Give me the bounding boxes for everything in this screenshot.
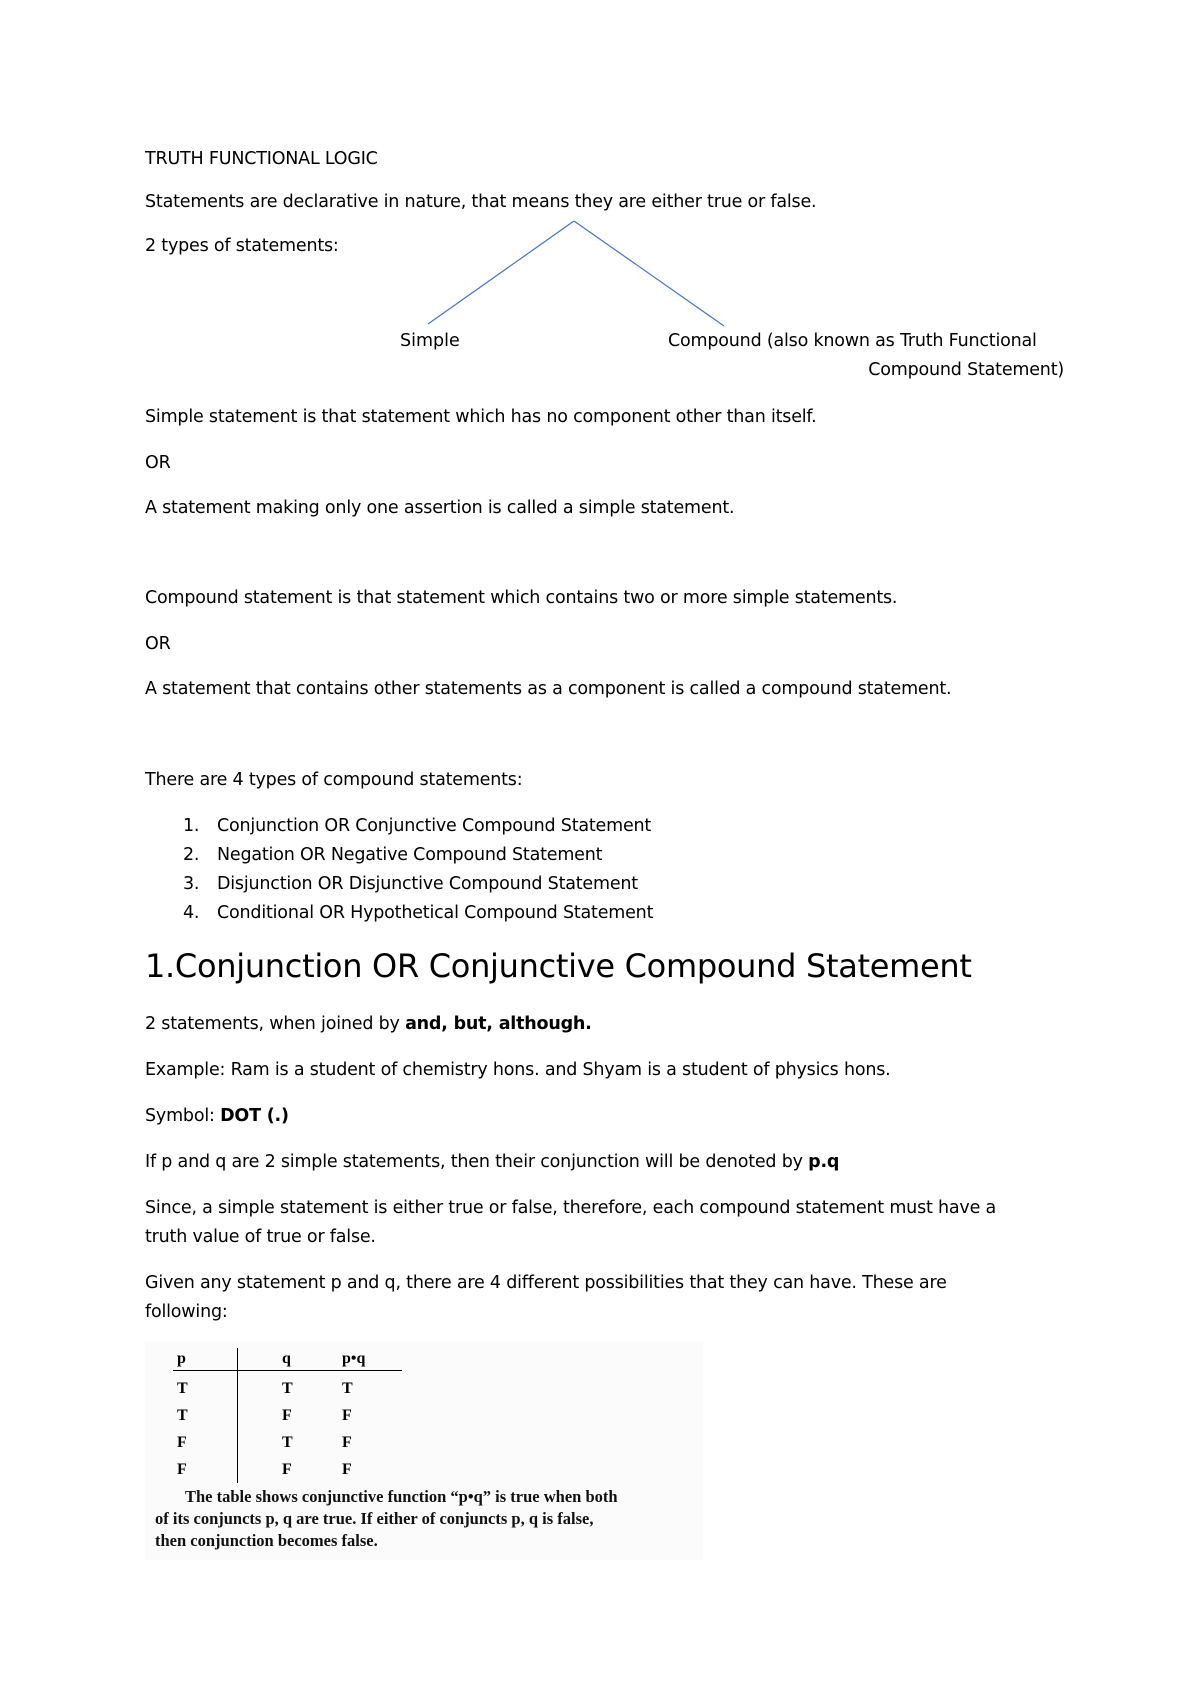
branch-label-compound [668, 327, 1064, 385]
table-row: T F F [173, 1402, 402, 1429]
header-p: p [173, 1348, 238, 1371]
list-item: 1. Conjunction OR Conjunctive Compound Statement [183, 816, 652, 836]
compound-label-line1: Compound (also known as Truth Functional [668, 331, 1037, 351]
list-item: 3. Disjunction OR Disjunctive Compound Statement [183, 874, 638, 894]
truth-table-caption: The table shows conjunctive function “p•q” is true when both of its conjuncts p, q are true. If either of conjuncts p, q is false, then conjunction becomes false. [155, 1487, 618, 1550]
document-title: TRUTH FUNCTIONAL LOGIC [145, 149, 378, 169]
denote-line: If p and q are 2 simple statements, then their conjunction will be denoted by p.q [145, 1152, 840, 1172]
compound-types-list [145, 812, 653, 928]
list-item: 2. Negation OR Negative Compound Statement [183, 845, 603, 865]
symbol-line: Symbol: DOT (.) [145, 1106, 289, 1126]
simple-definition-2: A statement making only one assertion is called a simple statement. [145, 498, 735, 518]
since-line-1: Since, a simple statement is either true or false, therefore, each compound statement must have a [145, 1198, 997, 1218]
joined-line: 2 statements, when joined by and, but, although. [145, 1014, 592, 1034]
compound-definition-1: Compound statement is that statement which contains two or more simple statements. [145, 588, 898, 608]
or-separator-1: OR [145, 453, 171, 473]
or-separator-2: OR [145, 634, 171, 654]
header-q: q [238, 1348, 331, 1371]
truth-table-figure [145, 1342, 703, 1560]
list-item: 4. Conditional OR Hypothetical Compound Statement [183, 903, 654, 923]
simple-definition-1: Simple statement is that statement which has no component other than itself. [145, 407, 817, 427]
branch-line-compound [574, 221, 724, 326]
types-line: 2 types of statements: [145, 236, 339, 256]
types-intro: There are 4 types of compound statements: [145, 770, 523, 790]
compound-definition-2: A statement that contains other statements as a component is called a compound statement. [145, 679, 952, 699]
branch-label-simple: Simple [400, 331, 460, 351]
section-heading: 1.Conjunction OR Conjunctive Compound Statement [145, 947, 972, 985]
intro-text: Statements are declarative in nature, that means they are either true or false. [145, 192, 817, 212]
table-row: F T F [173, 1429, 402, 1456]
given-line-1: Given any statement p and q, there are 4 different possibilities that they can have. These are [145, 1273, 947, 1293]
example-line: Example: Ram is a student of chemistry hons. and Shyam is a student of physics hons. [145, 1060, 891, 1080]
header-pq: p•q [330, 1348, 402, 1371]
statement-branch-diagram [0, 0, 1200, 340]
since-line-2: truth value of true or false. [145, 1227, 376, 1247]
branch-line-simple [428, 221, 574, 324]
given-line-2: following: [145, 1302, 228, 1322]
table-header-row [173, 1348, 402, 1371]
table-row: F F F [173, 1456, 402, 1483]
table-row: T T T [173, 1371, 402, 1403]
truth-table [173, 1348, 402, 1483]
compound-label-line2: Compound Statement) [868, 360, 1064, 380]
